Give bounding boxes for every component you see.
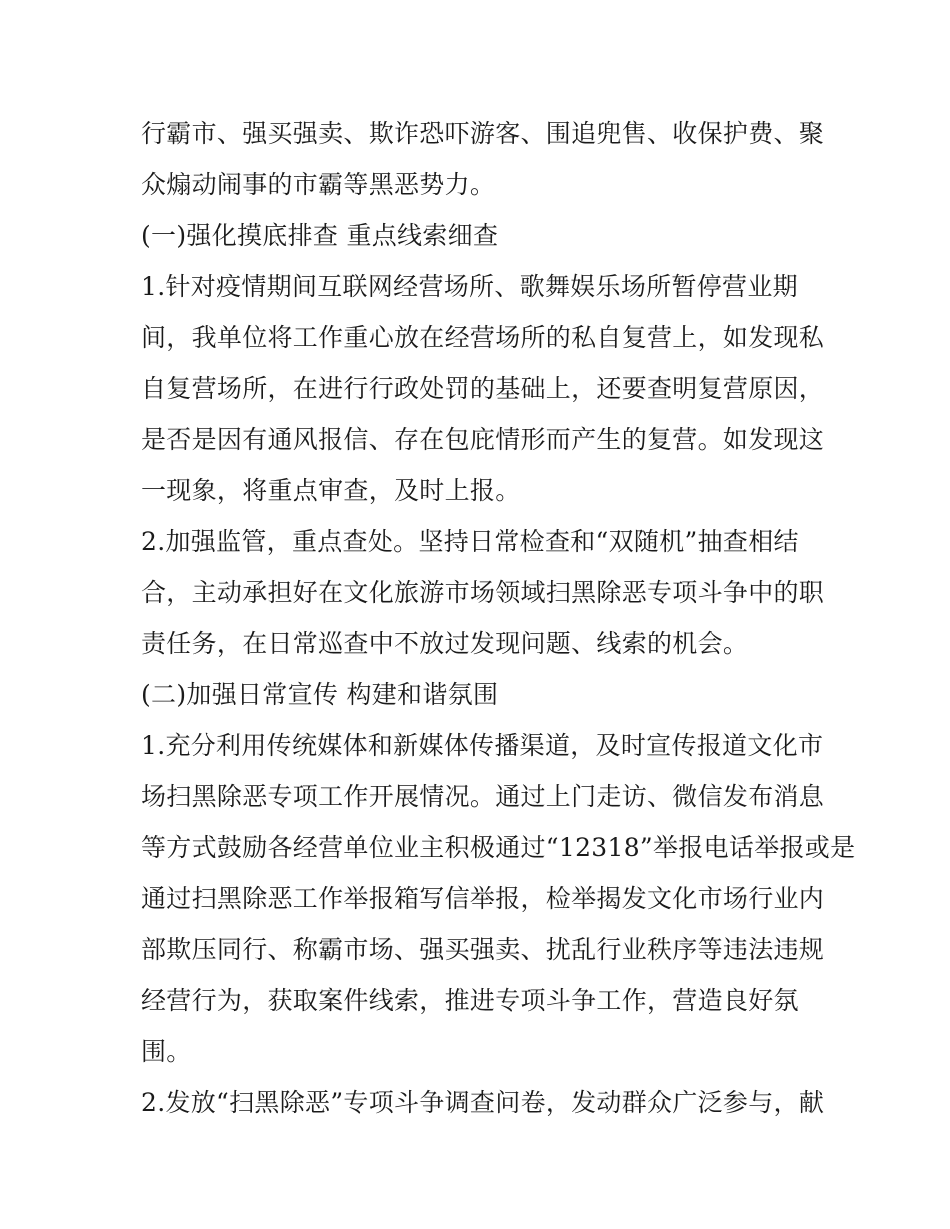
text-line: 2.加强监管，重点查处。坚持日常检查和“双随机”抽查相结: [141, 527, 799, 556]
text-line: 责任务，在日常巡查中不放过发现问题、线索的机会。: [141, 629, 749, 658]
text-line: 行霸市、强买强卖、欺诈恐吓游客、围追兜售、收保护费、聚: [141, 119, 825, 148]
text-line: 场扫黑除恶专项工作开展情况。通过上门走访、微信发布消息: [141, 782, 825, 811]
text-line: 等方式鼓励各经营单位业主积极通过“12318”举报电话举报或是: [141, 833, 856, 862]
text-line: 1.针对疫情期间互联网经营场所、歌舞娱乐场所暂停营业期: [141, 272, 798, 301]
text-line: 围。: [141, 1037, 192, 1066]
text-line: 众煽动闹事的市霸等黑恶势力。: [141, 170, 496, 199]
text-line: 经营行为，获取案件线索，推进专项斗争工作，营造良好氛: [141, 986, 799, 1015]
section-heading: (一)强化摸底排查 重点线索细查: [141, 221, 499, 250]
text-line: 是否是因有通风报信、存在包庇情形而产生的复营。如发现这: [141, 425, 825, 454]
text-line: 合，主动承担好在文化旅游市场领域扫黑除恶专项斗争中的职: [141, 578, 825, 607]
section-heading: (二)加强日常宣传 构建和谐氛围: [141, 680, 499, 709]
document-body: [141, 108, 856, 1128]
text-line: 间，我单位将工作重心放在经营场所的私自复营上，如发现私: [141, 323, 825, 352]
text-line: 自复营场所，在进行行政处罚的基础上，还要查明复营原因，: [141, 374, 825, 403]
text-line: 1.充分利用传统媒体和新媒体传播渠道，及时宣传报道文化市: [141, 731, 824, 760]
text-line: 通过扫黑除恶工作举报箱写信举报，检举揭发文化市场行业内: [141, 884, 825, 913]
text-line: 2.发放“扫黑除恶”专项斗争调查问卷，发动群众广泛参与，献: [141, 1088, 825, 1117]
text-line: 部欺压同行、称霸市场、强买强卖、扰乱行业秩序等违法违规: [141, 935, 825, 964]
text-line: 一现象，将重点审查，及时上报。: [141, 476, 521, 505]
